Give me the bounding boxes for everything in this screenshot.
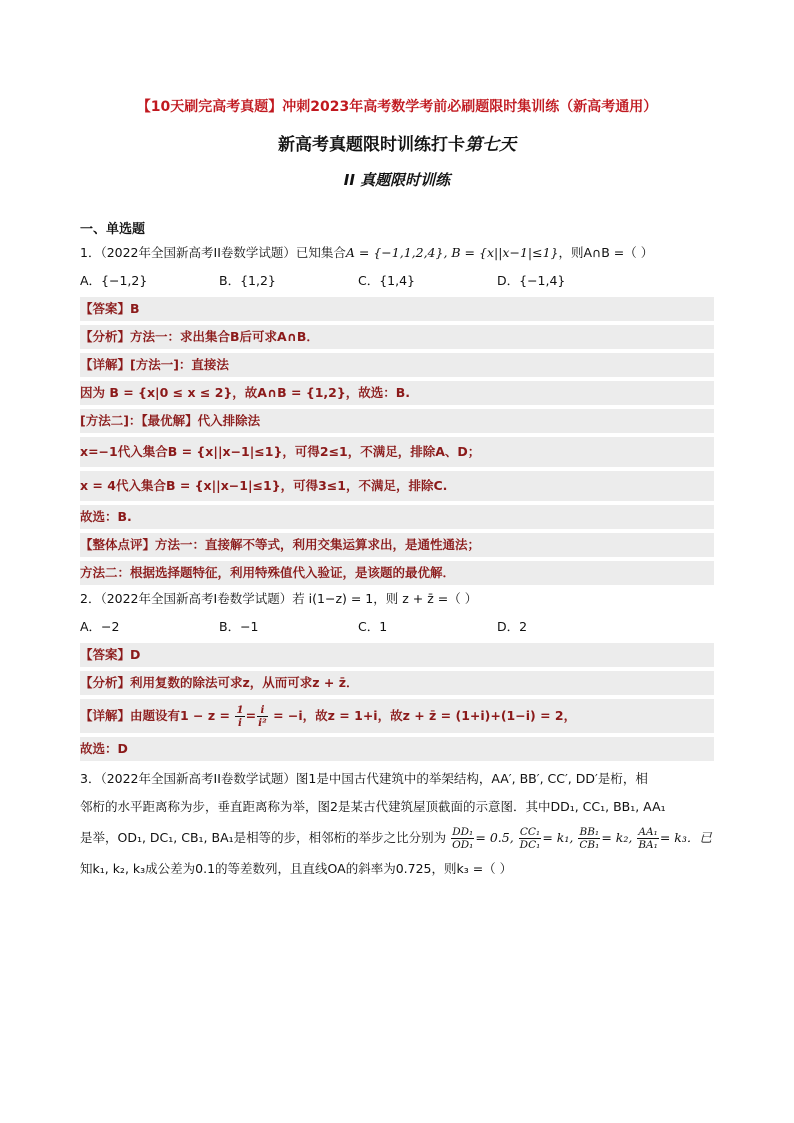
frac-num: DD₁ [452, 826, 474, 838]
question-3-line-2: 邻桁的水平距离称为步，垂直距离称为举，图2是某古代建筑屋顶截面的示意图．其中DD₁, CC₁, BB₁, AA₁ [80, 799, 666, 814]
option-a: A．−2 [80, 619, 120, 634]
q1-analysis: 【分析】方法一：求出集合B后可求A∩B． [80, 325, 714, 349]
q2-analysis: 【分析】利用复数的除法可求z，从而可求z + z̄． [80, 671, 714, 695]
q1-review-2: 方法二：根据选择题特征，利用特殊值代入验证，是该题的最优解． [80, 561, 714, 585]
option-c: C．1 [358, 619, 388, 634]
q2-detail-prefix: 【详解】由题设有1 − z = [80, 708, 230, 723]
ratio-value-1: = 0.5, [475, 830, 514, 845]
option-a: A．{−1,2} [80, 273, 148, 288]
q3-line3-prefix: 是举，OD₁, DC₁, CB₁, BA₁是相等的步，相邻桁的举步之比分别为 [80, 830, 447, 845]
option-b: B．−1 [219, 619, 259, 634]
question-2-options [80, 617, 714, 635]
title-day: 第七天 [465, 135, 516, 155]
q2-detail: 【详解】由题设有1 − z = $\frac{1}{i}$ = $\frac{i}{\text{i²}}$ = −i，故z = 1+i，故z + z̄ = (1+i)+(1−i) = 2， [80, 699, 714, 733]
q1-stem-suffix: ，则A∩B =（ ） [558, 245, 654, 260]
frac-den: CB₁ [579, 839, 600, 851]
q2-detail-suffix: = −i，故z = 1+i，故z + z̄ = (1+i)+(1−i) = 2， [273, 708, 577, 723]
q1-choose: 故选：B. [80, 505, 714, 529]
frac-num: CC₁ [519, 826, 541, 838]
fraction-bb1-cb1 [578, 826, 600, 851]
question-3-line-3 [80, 821, 714, 855]
fraction-aa1-ba1 [637, 826, 659, 851]
document-page [80, 96, 714, 891]
q2-choose: 故选：D [80, 737, 714, 761]
question-3-line-1: 3．（2022年全国新高考II卷数学试题）图1是中国古代建筑中的举架结构，AA′, BB′, CC′, DD′是桁，相 [80, 771, 648, 786]
ratio-value-3: = k₂, [601, 830, 633, 845]
q1-because: 因为 B = {x|0 ≤ x ≤ 2}，故A∩B = {1,2}，故选：B. [80, 381, 714, 405]
frac-den: OD₁ [452, 839, 474, 851]
option-d: D．2 [497, 619, 528, 634]
q1-line-b: x = 4代入集合B = {x||x−1|≤1}，可得3≤1，不满足，排除C. [80, 471, 714, 501]
title-main: 新高考真题限时训练打卡 [278, 135, 465, 155]
q1-stem-math: A = {−1,1,2,4}, B = {x||x−1|≤1} [345, 245, 559, 260]
frac-den: i² [258, 717, 267, 729]
q1-method2: [方法二]：【最优解】代入排除法 [80, 409, 714, 433]
fraction-1-over-i [235, 704, 244, 729]
fraction-dd1-od1 [451, 826, 474, 851]
question-1-options [80, 271, 714, 289]
frac-num: BB₁ [579, 826, 600, 838]
question-1-stem [80, 243, 714, 263]
section-heading: 一、单选题 [80, 222, 146, 237]
ratio-value-4: = k₃．已 [659, 830, 712, 845]
q2-answer: 【答案】D [80, 643, 714, 667]
q1-stem-prefix: 1．（2022年全国新高考II卷数学试题）已知集合 [80, 245, 346, 260]
option-d: D．{−1,4} [497, 273, 566, 288]
q1-review-1: 【整体点评】方法一：直接解不等式，利用交集运算求出，是通性通法； [80, 533, 714, 557]
frac-num: AA₁ [638, 826, 658, 838]
question-2-stem: 2．（2022年全国新高考I卷数学试题）若 i(1−z) = 1，则 z + z̄ =（ ） [80, 591, 478, 606]
frac-num: 1 [236, 704, 244, 716]
frac-num: i [257, 704, 268, 717]
frac-den: DC₁ [519, 839, 541, 851]
ratio-value-2: = k₁, [542, 830, 574, 845]
page-title [80, 130, 714, 155]
question-3-line-4: 知k₁, k₂, k₃成公差为0.1的等差数列，且直线OA的斜率为0.725，则k₃ =（ ） [80, 861, 513, 876]
q1-line-a: x=−1代入集合B = {x||x−1|≤1}，可得2≤1，不满足，排除A、D； [80, 437, 714, 467]
option-b: B．{1,2} [219, 273, 276, 288]
banner-title: 【10天刷完高考真题】冲刺2023年高考数学考前必刷题限时集训练（新高考通用） [136, 99, 658, 115]
q1-detail-label: 【详解】[方法一]：直接法 [80, 353, 714, 377]
frac-den: i [238, 717, 242, 729]
option-c: C．{1,4} [358, 273, 416, 288]
fraction-i-over-i2 [257, 704, 268, 729]
fraction-cc1-dc1 [519, 826, 542, 851]
frac-den: BA₁ [638, 839, 658, 851]
subtitle: II 真题限时训练 [343, 171, 451, 189]
q1-answer: 【答案】B [80, 297, 714, 321]
